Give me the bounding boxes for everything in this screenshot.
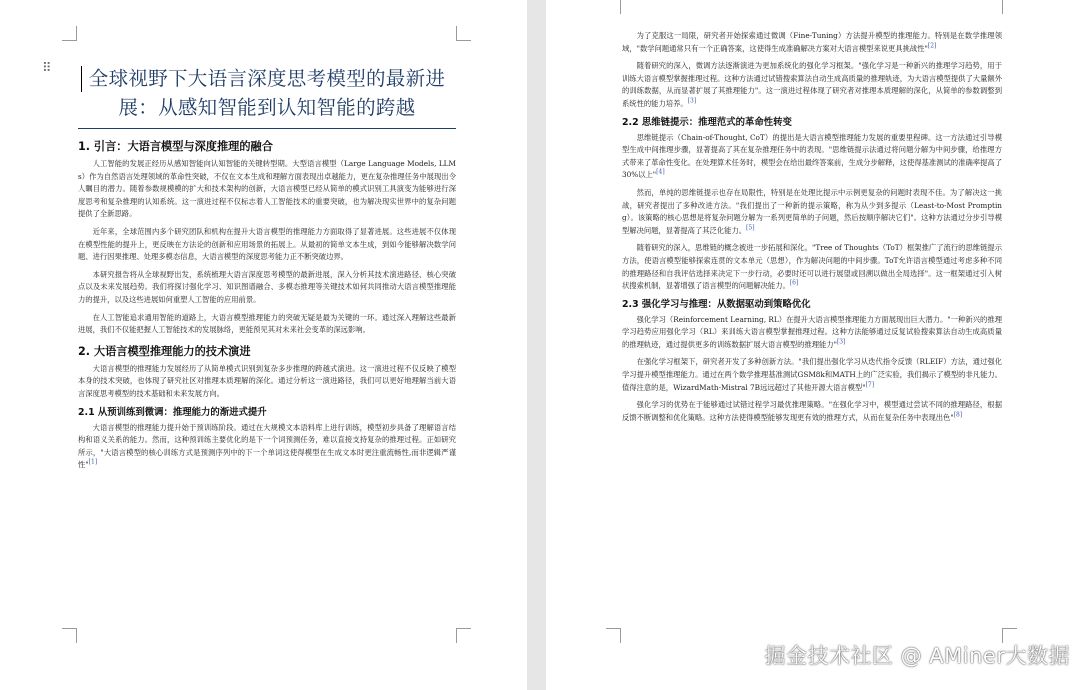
citation-reference-link[interactable]: [3]: [836, 338, 846, 346]
right-page-content: [622, 30, 1002, 429]
body-paragraph: [78, 363, 456, 401]
paragraph-drag-handle-icon[interactable]: ⠿: [42, 61, 53, 76]
heading-text: 1. 引言：大语言模型与深度推理的融合: [78, 140, 273, 153]
citation-reference-link[interactable]: [7]: [865, 381, 875, 389]
paragraph-text: 然而，单纯的思维链提示也存在局限性，特别是在处理比提示中示例更复杂的问题时表现不佳。为了解决这一挑战，研究者提出了多种改进方法。"我们提出了一种新的提示策略，称为从少到多提示（Least-to-Most Prompting）。该策略的核心思想是将复杂问题分解为一系列更简单的子问题，然后按顺序解决它们"。这种方法通过分步引导模型解决问题，显著提高了其泛化能力。: [622, 187, 1002, 235]
citation-reference-link[interactable]: [2]: [927, 42, 937, 50]
paragraph-text: 强化学习（Reinforcement Learning, RL）在提升大语言模型推理能力方面展现出巨大潜力。"一种新兴的推理学习趋势应用强化学习（RL）来训练大语言模型掌握推理过程。这种方法能够通过反复试验搜索算法自动生成高质量的推理轨迹，通过提供更多的训练数据扩展大语言模型的推理能力": [622, 314, 1002, 349]
paragraph-text: 在强化学习框架下，研究者开发了多种创新方法。"我们提出强化学习从迭代指令反馈（RLEIF）方法，通过强化学习提升模型推理能力。通过在两个数学推理基准测试GSM8k和MATH上的广泛实验，我们揭示了模型的非凡能力。值得注意的是，WizardMath-Mistral 7B远远超过了其他开源大语言模型": [622, 357, 1002, 392]
paragraph-text: 大语言模型的推理能力提升始于预训练阶段。通过在大规模文本语料库上进行训练，模型初步具备了理解语言结构和语义关系的能力。然而，这种预训练主要优化的是下一个词预测任务，难以直接支持复杂的推理过程。正如研究所示，"大语言模型的核心训练方式是预测序列中的下一个单词这使得模型在生成文本时更注重流畅性,而非逻辑严谨性": [78, 422, 456, 470]
paragraph-text: 本研究报告将从全球视野出发，系统梳理大语言深度思考模型的最新进展，深入分析其技术演进路径、核心突破点以及未来发展趋势。我们将探讨强化学习、知识图谱融合、多模态推理等关键技术如何共同推动大语言模型推理能力的提升，以及这些进展如何重塑人工智能的应用前景。: [78, 269, 456, 304]
body-paragraph: [622, 187, 1002, 237]
subsection-heading: [78, 406, 456, 419]
body-paragraph: [622, 30, 1002, 55]
body-paragraph: [622, 242, 1002, 292]
heading-text: 2. 大语言模型推理能力的技术演进: [78, 344, 251, 358]
citation-reference-link[interactable]: [5]: [746, 224, 755, 232]
crop-mark-bottom-right: [456, 628, 471, 643]
paragraph-text: 在人工智能追求通用智能的道路上，大语言模型推理能力的突破无疑是最为关键的一环。通过深入理解这些最新进展，我们不仅能把握人工智能技术的发展脉络，更能预见其对未来社会变革的深远影响。: [78, 312, 456, 335]
citation-reference-link[interactable]: [8]: [953, 411, 963, 419]
body-paragraph: [78, 422, 456, 472]
body-paragraph: [78, 226, 456, 264]
paragraph-text: 为了克服这一局限，研究者开始探索通过微调（Fine-Tuning）方法提升模型的推理能力。特别是在数学推理领域，"数学问题通常只有一个正确答案，这使得生成准确解决方案对大语言模型来说更具挑战性": [622, 31, 1002, 53]
crop-mark-top-left: [62, 26, 77, 41]
subsection-heading: [622, 116, 1002, 129]
paragraph-text: 人工智能的发展正经历从感知智能向认知智能的关键转型期。大型语言模型（Large Language Models, LLMs）作为自然语言处理领域的革命性突破，不仅在文本生成和理解方面表现出卓越能力，更在复杂推理任务中展现出令人瞩目的潜力。随着参数规模模的扩大和技术架构的创新，大语言模型已经从简单的模式识别工具演变为能够进行深度思考和复杂推理的认知系统。这一演进过程不仅标志着人工智能技术的重要突破，也为解决现实世界中的复杂问题提供了全新思路。: [78, 159, 456, 219]
crop-mark-top-left: [606, 0, 621, 14]
crop-mark-bottom-left: [62, 628, 77, 643]
title-underline: [78, 128, 456, 129]
citation-reference-link[interactable]: [6]: [789, 279, 799, 287]
paragraph-text: 大语言模型的推理能力发展经历了从简单模式识别到复杂多步推理的跨越式演进。这一演进过程不仅反映了模型本身的技术突破，也体现了研究社区对推理本质理解的深化。通过分析这一演进路径，我们可以更好地理解当前大语言深度思考模型的技术基础和未来发展方向。: [78, 363, 456, 398]
body-paragraph: [622, 356, 1002, 394]
heading-text: 2.2 思维链提示：推理范式的革命性转变: [622, 116, 792, 128]
document-page-left: [0, 0, 527, 690]
subsection-heading: [622, 298, 1002, 311]
body-paragraph: [78, 269, 456, 307]
citation-reference-link[interactable]: [1]: [88, 458, 98, 466]
paragraph-text: 思维链提示（Chain-of-Thought, CoT）的提出是大语言模型推理能力发展的重要里程碑。这一方法通过引导模型生成中间推理步骤，显著提高了其在复杂推理任务中的表现。"思维链提示法通过将问题分解为中间步骤，给推理方式带来了革命性变化。在处理算术任务时，模型会在给出最终答案前，生成分步解释，这使得基准测试的准确率提高了30%以上": [622, 132, 1002, 180]
heading-text: 2.3 强化学习与推理：从数据驱动到策略优化: [622, 298, 811, 310]
body-paragraph: [622, 314, 1002, 352]
citation-reference-link[interactable]: [3]: [687, 97, 697, 105]
section-heading: [78, 139, 456, 154]
paragraph-text: 强化学习的优势在于能够通过试错过程学习最优推理策略。"在强化学习中，模型通过尝试不同的推理路径，根据反馈不断调整和优化策略。这种方法使得模型能够发现更有效的推理方式，从而在复杂任务中表现出色": [622, 400, 1002, 422]
left-page-content: [78, 64, 456, 477]
document-title: 全球视野下大语言深度思考模型的最新进展：从感知智能到认知智能的跨越: [88, 67, 446, 119]
body-paragraph: [622, 399, 1002, 424]
crop-mark-top-right: [456, 26, 471, 41]
document-page-right: [546, 0, 1080, 690]
body-paragraph: [78, 158, 456, 221]
citation-reference-link[interactable]: [4]: [656, 168, 665, 176]
site-watermark: 掘金技术社区 @ AMiner大数据: [764, 644, 1070, 668]
crop-mark-bottom-left: [606, 628, 621, 643]
crop-mark-top-right: [1002, 0, 1017, 14]
body-paragraph: [78, 312, 456, 337]
paragraph-text: 随着研究的深入，微调方法逐渐演进为更加系统化的强化学习框架。"强化学习是一种新兴的推理学习趋势，用于训练大语言模型掌握推理过程。这种方法通过试错搜索算法自动生成高质量的推理轨迹，为大语言模型提供了大量额外的训练数据，从而显著扩展了其推理能力"。这一演进过程体现了研究者对推理本质理解的深化，从简单的参数调整到系统性的能力培养。: [622, 61, 1002, 108]
section-heading: [78, 344, 456, 359]
body-paragraph: [622, 60, 1002, 110]
body-paragraph: [622, 132, 1002, 182]
heading-text: 2.1 从预训练到微调：推理能力的渐进式提升: [78, 406, 267, 418]
paragraph-text: 随着研究的深入，思维链的概念被进一步拓展和深化。"Tree of Thoughts（ToT）框架推广了流行的思维链提示方法，使语言模型能够探索连贯的文本单元（思想），作为解决问题的中间步骤。ToT允许语言模型通过考虑多种不同的推理路径和自我评估选择来决定下一步行动，必要时还可以进行展望或回溯以做出全局选择"。这一框架通过引入树状搜索机制，显著增强了语言模型的问题解决能力。: [622, 243, 1002, 291]
paragraph-text: 近年来，全球范围内多个研究团队和机构在提升大语言模型的推理能力方面取得了显著进展。这些进展不仅体现在模型性能的提升上，更反映在方法论的创新和应用场景的拓展上。从最初的简单文本生成，到如今能够解决数学问题、进行因果推理、处理多模态信息，大语言模型的深度思考能力正不断突破边界。: [78, 226, 456, 262]
